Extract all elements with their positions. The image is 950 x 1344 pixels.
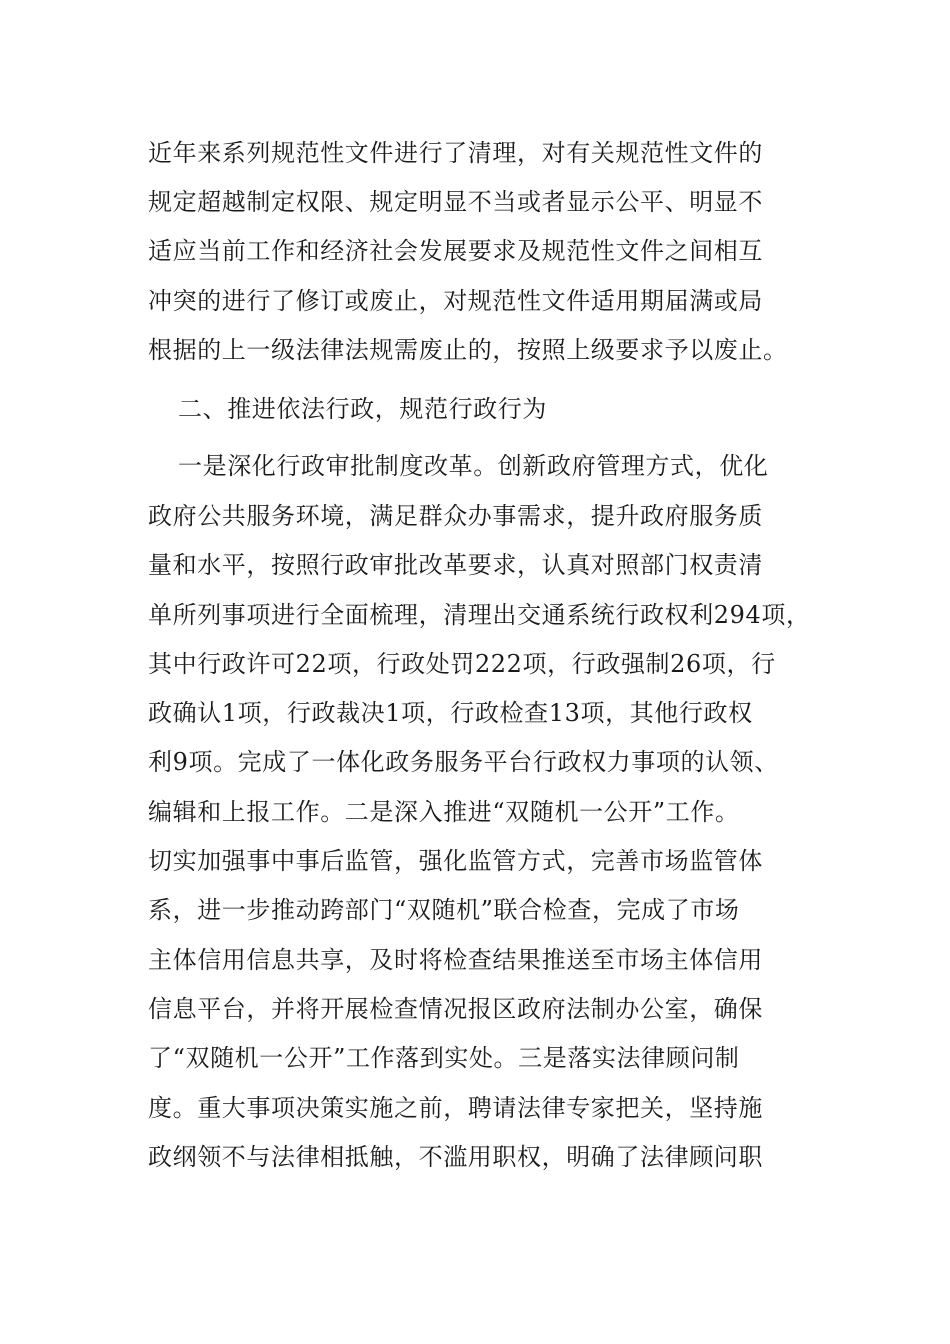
text-line: 近年来系列规范性文件进行了清理，对有关规范性文件的 xyxy=(148,139,763,167)
text-line: 政府公共服务环境，满足群众办事需求，提升政府服务质 xyxy=(148,502,763,530)
text-line: 系，进一步推动跨部门“双随机”联合检查，完成了市场 xyxy=(148,896,740,924)
text-line: 了“双随机一公开”工作落到实处。三是落实法律顾问制 xyxy=(148,1044,740,1072)
text-line: 根据的上一级法律法规需废止的，按照上级要求予以废止。 xyxy=(148,336,788,364)
text-line: 政确认1项，行政裁决1项，行政检查13项，其他行政权 xyxy=(148,699,753,727)
text-line: 信息平台，并将开展检查情况报区政府法制办公室，确保 xyxy=(148,995,763,1023)
section-heading: 二、推进依法行政，规范行政行为 xyxy=(178,395,547,423)
text-line: 政纲领不与法律相抵触，不滥用职权，明确了法律顾问职 xyxy=(148,1143,763,1171)
text-line: 量和水平，按照行政审批改革要求，认真对照部门权责清 xyxy=(148,551,763,579)
text-line: 适应当前工作和经济社会发展要求及规范性文件之间相互 xyxy=(148,237,763,265)
text-line: 度。重大事项决策实施之前，聘请法律专家把关，坚持施 xyxy=(148,1094,763,1122)
text-line: 规定超越制定权限、规定明显不当或者显示公平、明显不 xyxy=(148,188,763,216)
text-line: 冲突的进行了修订或废止，对规范性文件适用期届满或局 xyxy=(148,287,763,315)
text-line: 单所列事项进行全面梳理，清理出交通系统行政权利294项， xyxy=(148,601,811,629)
text-line: 编辑和上报工作。二是深入推进“双随机一公开”工作。 xyxy=(148,798,740,826)
text-line: 其中行政许可22项，行政处罚222项，行政强制26项，行 xyxy=(148,650,776,678)
text-line: 切实加强事中事后监管，强化监管方式，完善市场监管体 xyxy=(148,847,763,875)
text-line: 一是深化行政审批制度改革。创新政府管理方式，优化 xyxy=(178,452,769,480)
text-line: 利9项。完成了一体化政务服务平台行政权力事项的认领、 xyxy=(148,748,779,776)
text-line: 主体信用信息共享，及时将检查结果推送至市场主体信用 xyxy=(148,946,763,974)
